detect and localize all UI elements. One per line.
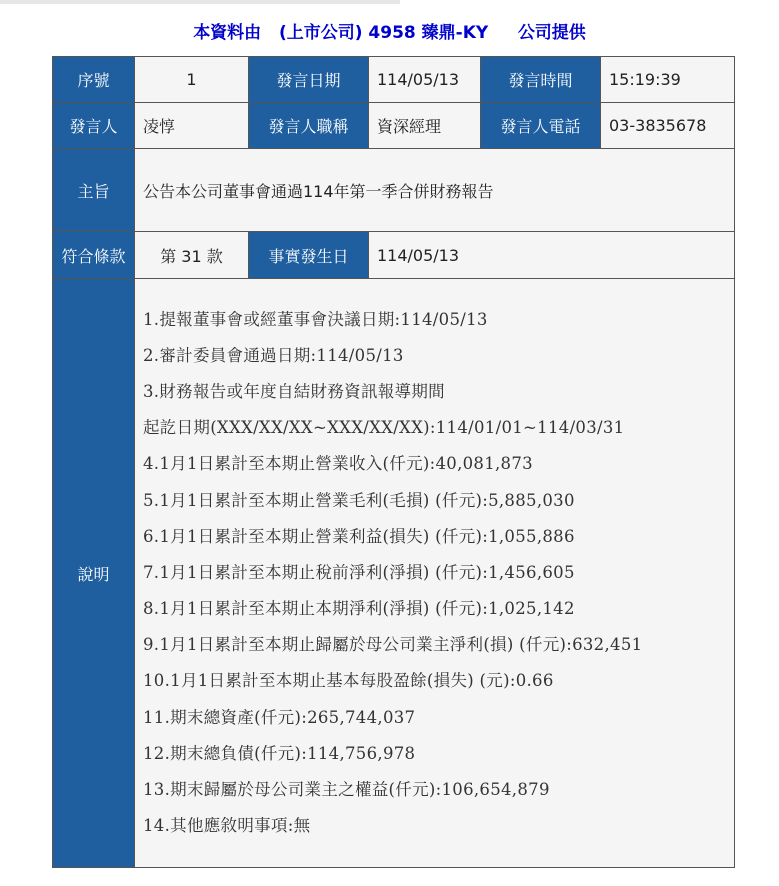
subject-label: 主旨: [53, 149, 135, 232]
fact-date-value: 114/05/13: [369, 232, 735, 279]
time-value: 15:19:39: [601, 57, 735, 103]
description-label: 說明: [53, 279, 135, 868]
seq-label: 序號: [53, 57, 135, 103]
description-line: 12.期末總負債(仟元):114,756,978: [143, 743, 416, 763]
top-divider: [0, 0, 400, 4]
description-cell: [135, 279, 735, 868]
speaker-phone-label: 發言人電話: [481, 103, 601, 149]
speaker-title-label: 發言人職稱: [249, 103, 369, 149]
description-line: 9.1月1日累計至本期止歸屬於母公司業主淨利(損) (仟元):632,451: [143, 635, 643, 655]
description-line: 14.其他應敘明事項:無: [143, 816, 311, 836]
time-label: 發言時間: [481, 57, 601, 103]
subject-value: 公告本公司董事會通過114年第一季合併財務報告: [135, 149, 735, 232]
description-line: 4.1月1日累計至本期止營業收入(仟元):40,081,873: [143, 454, 533, 474]
description-line: 7.1月1日累計至本期止稅前淨利(淨損) (仟元):1,456,605: [143, 562, 575, 582]
table-row: [53, 232, 735, 279]
speaker-title-value: 資深經理: [369, 103, 481, 149]
table-row: [53, 149, 735, 232]
header-company-type: (上市公司): [278, 23, 363, 43]
clause-value: 第 31 款: [135, 232, 249, 279]
header-company-code: 4958: [368, 23, 416, 43]
speaker-label: 發言人: [53, 103, 135, 149]
description-line: 10.1月1日累計至本期止基本每股盈餘(損失) (元):0.66: [143, 671, 554, 691]
description-line: 起訖日期(XXX/XX/XX~XXX/XX/XX):114/01/01~114/03/31: [143, 418, 625, 438]
date-label: 發言日期: [249, 57, 369, 103]
description-lines: [139, 282, 734, 865]
header-suffix: 公司提供: [517, 23, 586, 43]
fact-date-label: 事實發生日: [249, 232, 369, 279]
header-company-name: 臻鼎-KY: [421, 23, 489, 43]
description-line: 3.財務報告或年度自結財務資訊報導期間: [143, 381, 445, 401]
clause-label: 符合條款: [53, 232, 135, 279]
description-line: 2.審計委員會通過日期:114/05/13: [143, 345, 404, 365]
table-row: [53, 103, 735, 149]
description-line: 6.1月1日累計至本期止營業利益(損失) (仟元):1,055,886: [143, 526, 575, 546]
description-line: 13.期末歸屬於母公司業主之權益(仟元):106,654,879: [143, 780, 550, 800]
date-value: 114/05/13: [369, 57, 481, 103]
description-line: 11.期末總資產(仟元):265,744,037: [143, 707, 416, 727]
description-line: 5.1月1日累計至本期止營業毛利(毛損) (仟元):5,885,030: [143, 490, 575, 510]
seq-value: 1: [135, 57, 249, 103]
page-title: [0, 18, 779, 43]
speaker-value: 凌惇: [135, 103, 249, 149]
description-line: 8.1月1日累計至本期止本期淨利(淨損) (仟元):1,025,142: [143, 599, 575, 619]
table-row: [53, 279, 735, 868]
announcement-table: [52, 56, 735, 868]
header-prefix: 本資料由: [193, 23, 262, 43]
table-row: [53, 57, 735, 103]
speaker-phone-value: 03-3835678: [601, 103, 735, 149]
description-line: 1.提報董事會或經董事會決議日期:114/05/13: [143, 309, 488, 329]
